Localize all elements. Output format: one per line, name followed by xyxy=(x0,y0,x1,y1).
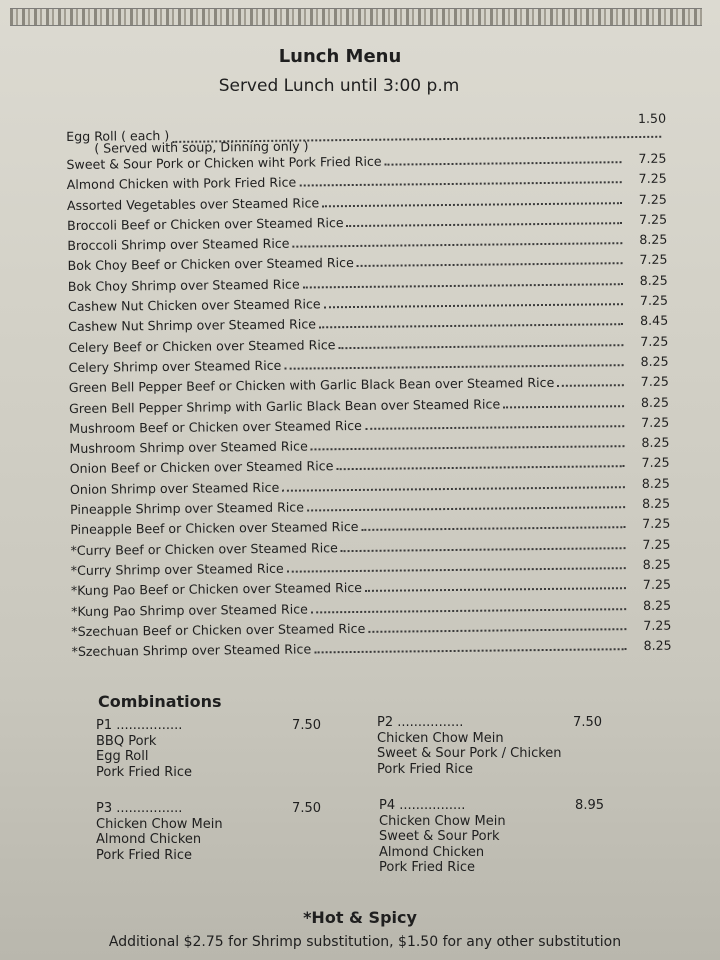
menu-item-price: 7.25 xyxy=(639,252,668,268)
dot-leader xyxy=(336,466,624,471)
dot-leader xyxy=(303,283,623,288)
combo-line: Pork Fried Rice xyxy=(96,847,192,863)
menu-item-name: *Kung Pao Shrimp over Steamed Rice xyxy=(71,601,308,619)
dot-leader xyxy=(357,263,623,268)
egg-roll-note: ( Served with soup, Dinning only ) xyxy=(94,138,309,156)
menu-item-price: 7.25 xyxy=(642,536,671,552)
dot-leader xyxy=(287,567,626,573)
menu-item-name: Cashew Nut Chicken over Steamed Rice xyxy=(67,296,321,315)
menu-item-name: Pineapple Shrimp over Steamed Rice xyxy=(70,499,305,518)
combo-code: P4 ................ xyxy=(379,798,466,813)
dot-leader xyxy=(284,364,623,370)
combo-line: Sweet & Sour Pork xyxy=(379,829,500,844)
menu-item-name: Assorted Vegetables over Steamed Rice xyxy=(66,194,320,213)
combo-p4 xyxy=(379,798,604,876)
hot-spicy-note: *Hot & Spicy xyxy=(303,908,417,927)
menu-item xyxy=(66,111,666,157)
menu-item-price: 8.25 xyxy=(641,434,670,451)
combinations-heading: Combinations xyxy=(98,692,222,711)
menu-item-price: 7.25 xyxy=(642,516,671,532)
dot-leader xyxy=(311,608,626,613)
combo-line: Egg Roll xyxy=(96,749,149,764)
combo-line: Chicken Chow Mein xyxy=(379,813,506,829)
dot-leader xyxy=(368,628,626,633)
menu-item-name: Almond Chicken with Pork Fried Rice xyxy=(66,174,297,193)
menu-item-name: *Szechuan Shrimp over Steamed Rice xyxy=(71,641,312,660)
menu-item-price: 8.25 xyxy=(642,556,671,572)
menu-item-price: 8.25 xyxy=(643,597,672,613)
dot-leader xyxy=(314,648,626,653)
combo-line: Pork Fried Rice xyxy=(377,761,473,777)
dot-leader xyxy=(322,202,622,207)
combo-code: P1 ................ xyxy=(96,718,183,733)
dot-leader xyxy=(503,405,624,408)
dot-leader xyxy=(338,344,623,349)
combo-code: P3 ................ xyxy=(96,801,183,816)
dot-leader xyxy=(365,425,624,430)
menu-item-price: 8.25 xyxy=(639,231,668,248)
menu-item-price: 7.25 xyxy=(639,292,669,309)
decorative-border xyxy=(10,8,702,26)
combo-line: Sweet & Sour Pork / Chicken xyxy=(377,746,562,761)
menu-item-price: 7.25 xyxy=(643,617,672,633)
combo-line: Pork Fried Rice xyxy=(96,764,192,780)
menu-item-name: Celery Shrimp over Steamed Rice xyxy=(68,357,282,375)
dot-leader xyxy=(385,161,622,165)
menu-item-name: Pineapple Beef or Chicken over Steamed Rice xyxy=(70,519,359,538)
menu-item-name: Mushroom Shrimp over Steamed Rice xyxy=(69,438,308,457)
menu-item-name: Onion Shrimp over Steamed Rice xyxy=(69,479,280,497)
menu-item-name: *Szechuan Beef or Chicken over Steamed Rice xyxy=(71,620,366,639)
menu-item-price: 8.25 xyxy=(641,495,671,512)
combo-price: 7.50 xyxy=(573,715,602,730)
dot-leader xyxy=(282,486,625,492)
menu-item-price: 7.25 xyxy=(638,150,667,167)
menu-item-price: 7.25 xyxy=(641,414,670,430)
combo-code: P2 ................ xyxy=(377,715,464,730)
combo-price: 8.95 xyxy=(575,798,604,813)
dot-leader xyxy=(311,445,625,450)
dot-leader xyxy=(299,181,621,186)
menu-item-name: Broccoli Shrimp over Steamed Rice xyxy=(67,235,290,254)
combo-line: Chicken Chow Mein xyxy=(96,816,223,832)
menu-title: Lunch Menu xyxy=(278,46,402,67)
combo-p1 xyxy=(96,718,321,780)
menu-item-price: 7.25 xyxy=(641,455,670,471)
menu-item-price: 8.25 xyxy=(639,272,668,288)
menu-item-price: 8.25 xyxy=(641,475,670,491)
menu-item-price: 8.45 xyxy=(640,313,669,329)
lunch-item-list xyxy=(66,111,672,665)
menu-item-price: 7.25 xyxy=(638,171,667,187)
combo-line: BBQ Pork xyxy=(96,733,157,749)
menu-item-price: 7.25 xyxy=(642,576,672,593)
combo-line: Pork Fried Rice xyxy=(379,860,475,875)
menu-item-price: 1.50 xyxy=(637,110,667,127)
menu-item-price: 8.25 xyxy=(640,353,669,369)
menu-item-price: 8.25 xyxy=(640,394,670,410)
menu-item-name: Cashew Nut Shrimp over Steamed Rice xyxy=(68,316,317,335)
substitution-note: Additional $2.75 for Shrimp substitution, $1.50 for any other substitution xyxy=(108,934,622,950)
menu-item-price: 7.25 xyxy=(638,191,667,207)
menu-item-name: Bok Choy Shrimp over Steamed Rice xyxy=(67,276,300,294)
dot-leader xyxy=(319,324,623,329)
combo-line: Almond Chicken xyxy=(96,832,202,847)
menu-item-name: Celery Beef or Chicken over Steamed Rice xyxy=(68,336,336,355)
menu-item-name: Green Bell Pepper Beef or Chicken with Garlic Black Bean over Steamed Rice xyxy=(68,375,555,396)
menu-item-name: *Kung Pao Beef or Chicken over Steamed Rice xyxy=(70,580,363,599)
menu-item-name: *Curry Beef or Chicken over Steamed Rice xyxy=(70,539,338,558)
menu-item-name: Bok Choy Beef or Chicken over Steamed Rice xyxy=(67,255,354,274)
menu-item-price: 7.25 xyxy=(640,333,669,349)
menu-item-name: Mushroom Beef or Chicken over Steamed Rice xyxy=(69,417,362,436)
menu-item-name: Egg Roll ( each ) xyxy=(66,127,170,144)
combo-line: Almond Chicken xyxy=(379,844,485,860)
menu-item-name: *Curry Shrimp over Steamed Rice xyxy=(70,560,284,578)
menu-item-name: Onion Beef or Chicken over Steamed Rice xyxy=(69,458,334,477)
menu-item-price: 7.25 xyxy=(640,373,669,390)
dot-leader xyxy=(347,222,623,227)
dot-leader xyxy=(557,384,624,387)
combo-price: 7.50 xyxy=(292,718,321,733)
menu-item-name: Green Bell Pepper Shrimp with Garlic Black Bean over Steamed Rice xyxy=(68,396,501,416)
combo-p2 xyxy=(377,715,602,777)
combo-price: 7.50 xyxy=(292,801,321,816)
menu-item-name: Broccoli Beef or Chicken over Steamed Rice xyxy=(67,214,344,233)
menu-item-name: Sweet & Sour Pork or Chicken wiht Pork Fried Rice xyxy=(66,153,382,172)
dot-leader xyxy=(361,527,625,532)
dot-leader xyxy=(341,547,626,552)
combo-p3 xyxy=(96,801,321,863)
dot-leader xyxy=(293,242,623,247)
menu-item-price: 7.25 xyxy=(638,211,668,227)
menu-item-price: 8.25 xyxy=(643,637,672,654)
dot-leader xyxy=(307,506,625,511)
dot-leader xyxy=(324,303,623,308)
combo-line: Chicken Chow Mein xyxy=(377,730,504,746)
dot-leader xyxy=(365,587,626,592)
menu-subtitle: Served Lunch until 3:00 p.m xyxy=(218,76,460,96)
